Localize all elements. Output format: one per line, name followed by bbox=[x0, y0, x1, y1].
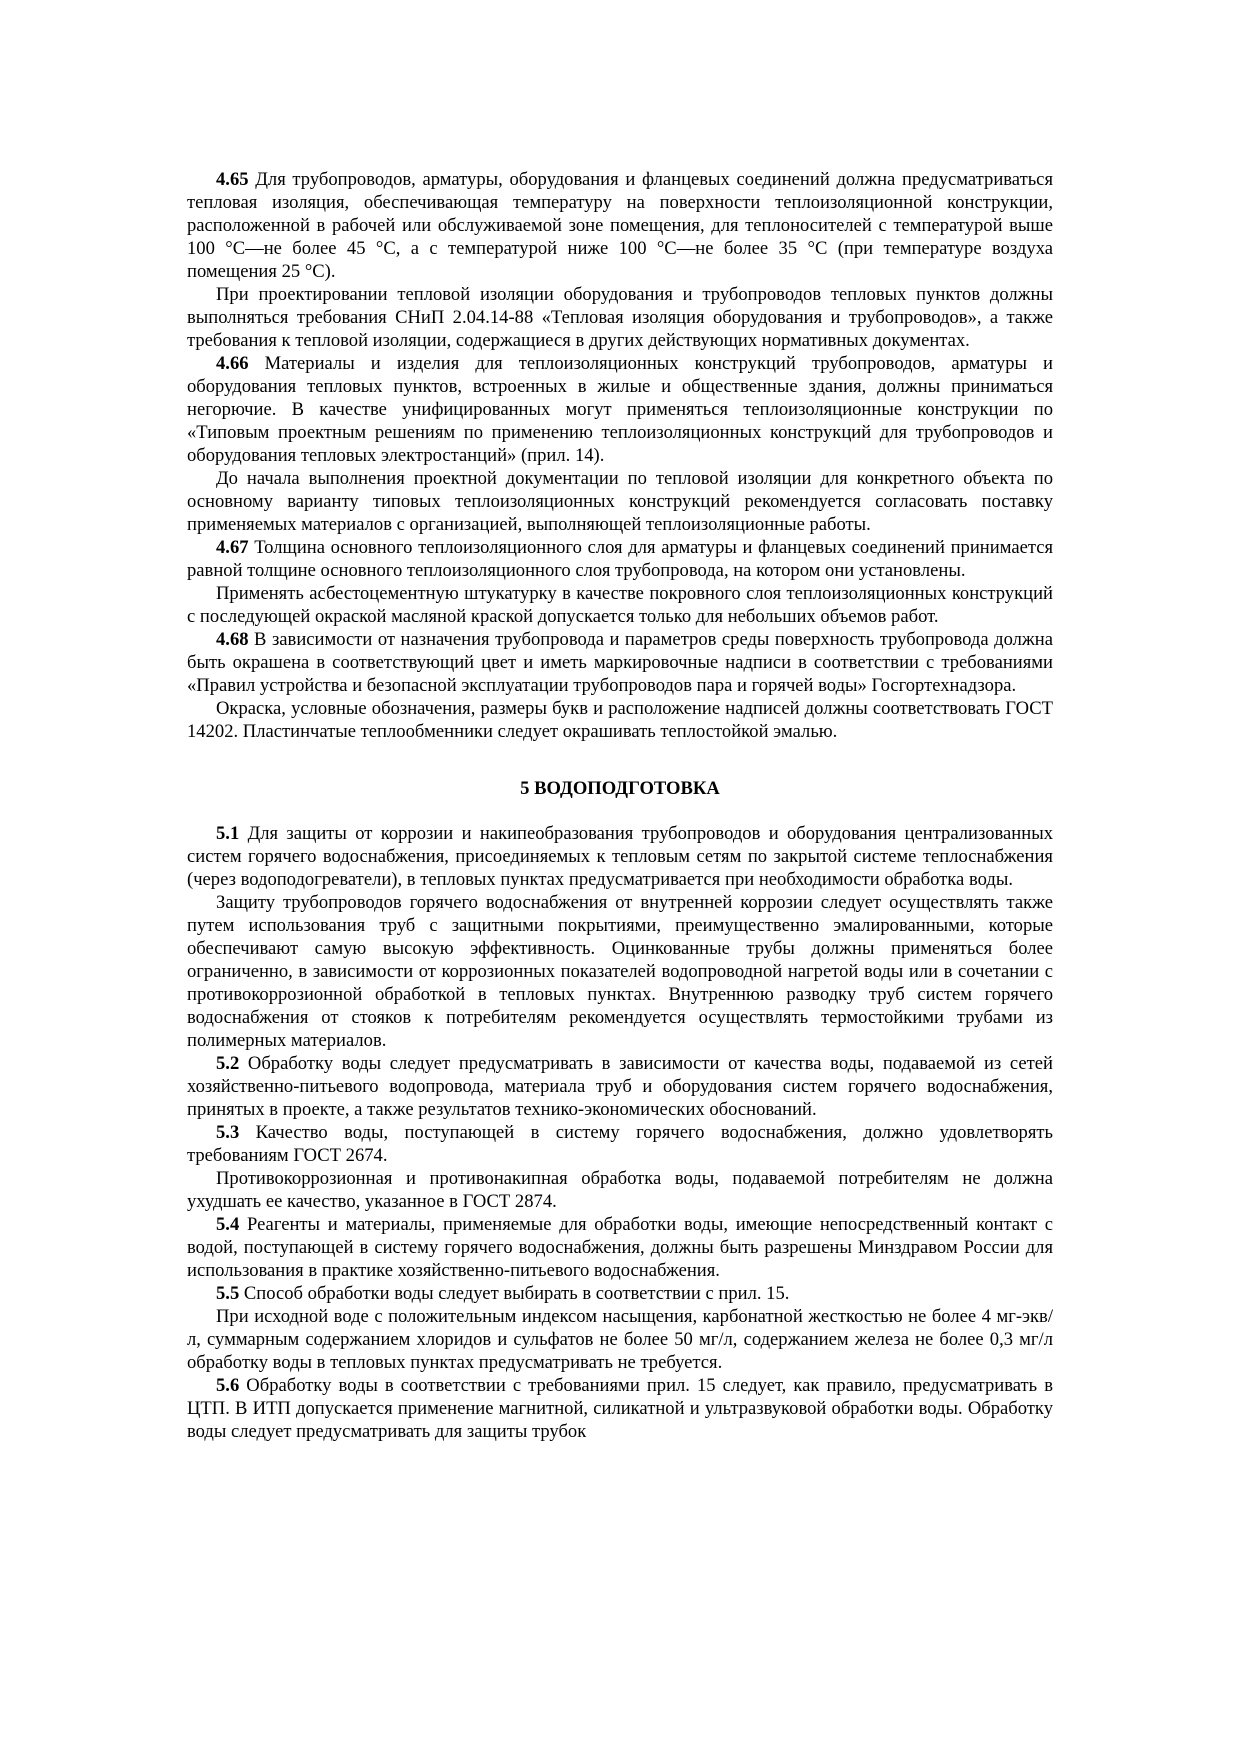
paragraph-4-65-continued: При проектировании тепловой изоляции оборудования и трубопроводов тепловых пунктов должны выполняться требования СНиП 2.04.14-88 «Тепловая изоляция оборудования и трубопроводов», а также требования к тепловой изоляции, содержащиеся в других действующих нормативных документах. bbox=[187, 284, 1053, 351]
paragraph-4-67-continued: Применять асбестоцементную штукатурку в качестве покровного слоя теплоизоляционных конструкций с последующей окраской масляной краской допускается только для небольших объемов работ. bbox=[187, 583, 1053, 627]
paragraph-text: Для защиты от коррозии и накипеобразования трубопроводов и оборудования централизованных систем горячего водоснабжения, присоединяемых к тепловым сетям по закрытой системе теплоснабжения (через водоподогреватели), в тепловых пунктах предусматривается при необходимости обработка воды. bbox=[187, 823, 1053, 890]
clause-number: 4.66 bbox=[216, 353, 249, 374]
paragraph-text: В зависимости от назначения трубопровода и параметров среды поверхность трубопровода должна быть окрашена в соответствующий цвет и иметь маркировочные надписи в соответствии с требованиями «Правил устройства и безопасной эксплуатации трубопроводов пара и горячей воды» Госгортехнадзора. bbox=[187, 629, 1053, 696]
paragraph-4-65 bbox=[187, 168, 1053, 283]
paragraph-5-4 bbox=[187, 1213, 1053, 1282]
clause-number: 4.68 bbox=[216, 629, 249, 650]
clause-number: 5.5 bbox=[216, 1283, 240, 1304]
clause-number: 5.2 bbox=[216, 1053, 240, 1074]
clause-number: 4.65 bbox=[216, 169, 249, 190]
paragraph-4-67 bbox=[187, 536, 1053, 582]
paragraph-5-6 bbox=[187, 1374, 1053, 1443]
paragraph-4-66-continued: До начала выполнения проектной документации по тепловой изоляции для конкретного объекта по основному варианту типовых теплоизоляционных конструкций рекомендуется согласовать поставку применяемых материалов с организацией, выполняющей теплоизоляционные работы. bbox=[187, 468, 1053, 535]
paragraph-5-3-continued: Противокоррозионная и противонакипная обработка воды, подаваемой потребителям не должна ухудшать ее качество, указанное в ГОСТ 2874. bbox=[187, 1168, 1053, 1212]
paragraph-5-5-continued: При исходной воде с положительным индексом насыщения, карбонатной жесткостью не более 4 мг-экв/л, суммарным содержанием хлоридов и сульфатов не более 50 мг/л, содержанием железа не более 0,3 мг/л обработку воды в тепловых пунктах предусматривать не требуется. bbox=[187, 1306, 1053, 1373]
paragraph-text: Материалы и изделия для теплоизоляционных конструкций трубопроводов, арматуры и оборудования тепловых пунктов, встроенных в жилые и общественные здания, должны приниматься негорючие. В качестве унифицированных могут применяться теплоизоляционные конструкции по «Типовым проектным решениям по применению теплоизоляционных конструкций для трубопроводов и оборудования тепловых электростанций» (прил. 14). bbox=[187, 353, 1053, 466]
paragraph-text: Реагенты и материалы, применяемые для обработки воды, имеющие непосредственный контакт с водой, поступающей в систему горячего водоснабжения, должны быть разрешены Минздравом России для использования в практике хозяйственно-питьевого водоснабжения. bbox=[187, 1214, 1053, 1281]
paragraph-4-68 bbox=[187, 628, 1053, 697]
paragraph-5-1 bbox=[187, 822, 1053, 891]
clause-number: 5.3 bbox=[216, 1122, 240, 1143]
paragraph-text: Обработку воды в соответствии с требованиями прил. 15 следует, как правило, предусматривать в ЦТП. В ИТП допускается применение магнитной, силикатной и ультразвуковой обработки воды. Обработку воды следует предусматривать для защиты трубок bbox=[187, 1375, 1053, 1442]
paragraph-text: Качество воды, поступающей в систему горячего водоснабжения, должно удовлетворять требованиям ГОСТ 2674. bbox=[187, 1122, 1053, 1166]
paragraph-4-68-continued: Окраска, условные обозначения, размеры букв и расположение надписей должны соответствовать ГОСТ 14202. Пластинчатые теплообменники следует окрашивать теплостойкой эмалью. bbox=[187, 698, 1053, 742]
paragraph-5-3 bbox=[187, 1121, 1053, 1167]
paragraph-4-66 bbox=[187, 352, 1053, 467]
paragraph-5-1-continued: Защиту трубопроводов горячего водоснабжения от внутренней коррозии следует осуществлять также путем использования труб с защитными покрытиями, преимущественно эмалированными, которые обеспечивают самую высокую эффективность. Оцинкованные трубы должны применяться более ограниченно, в зависимости от коррозионных показателей водопроводной нагретой воды или в сочетании с противокоррозионной обработкой в тепловых пунктах. Внутреннюю разводку труб систем горячего водоснабжения от стояков к потребителям рекомендуется осуществлять термостойкими трубами из полимерных материалов. bbox=[187, 892, 1053, 1051]
section-heading: 5 ВОДОПОДГОТОВКА bbox=[520, 778, 720, 799]
paragraph-text: Толщина основного теплоизоляционного слоя для арматуры и фланцевых соединений принимается равной толщине основного теплоизоляционного слоя трубопровода, на котором они установлены. bbox=[187, 537, 1053, 581]
paragraph-5-2 bbox=[187, 1052, 1053, 1121]
clause-number: 5.1 bbox=[216, 823, 240, 844]
clause-number: 5.6 bbox=[216, 1375, 240, 1396]
clause-number: 4.67 bbox=[216, 537, 249, 558]
paragraph-5-5 bbox=[187, 1282, 1053, 1305]
clause-number: 5.4 bbox=[216, 1214, 240, 1235]
document-page bbox=[187, 168, 1053, 1443]
paragraph-text: Обработку воды следует предусматривать в зависимости от качества воды, подаваемой из сетей хозяйственно-питьевого водопровода, материала труб и оборудования систем горячего водоснабжения, принятых в проекте, а также результатов технико-экономических обоснований. bbox=[187, 1053, 1053, 1120]
paragraph-text: Способ обработки воды следует выбирать в соответствии с прил. 15. bbox=[239, 1283, 790, 1304]
paragraph-text: Для трубопроводов, арматуры, оборудования и фланцевых соединений должна предусматриваться тепловая изоляция, обеспечивающая температуру на поверхности теплоизоляционной конструкции, расположенной в рабочей или обслуживаемой зоне помещения, для теплоносителей с температурой выше 100 °С—не более 45 °С, а с температурой ниже 100 °С—не более 35 °С (при температуре воздуха помещения 25 °С). bbox=[187, 169, 1053, 282]
